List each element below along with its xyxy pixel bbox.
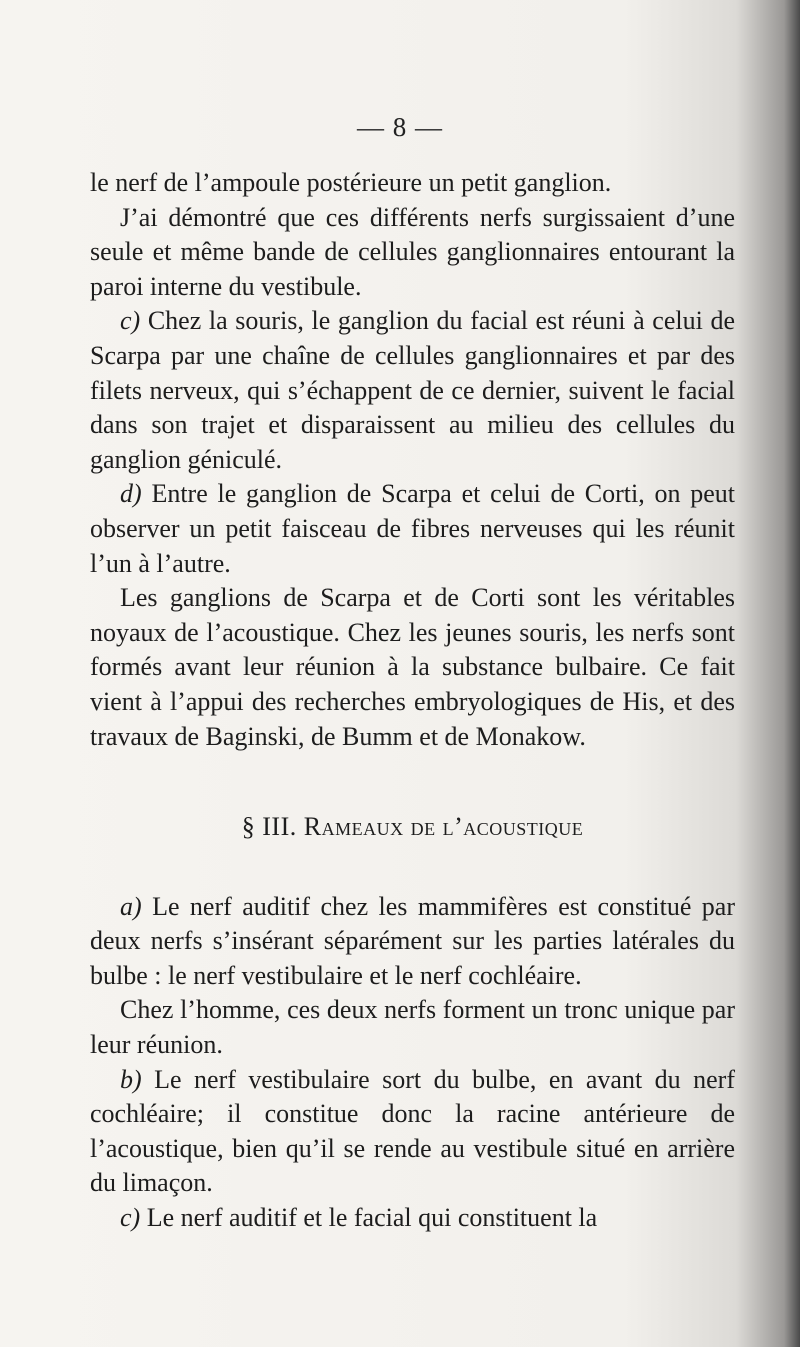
item-text: Le nerf auditif chez les mammifères est constitué par deux nerfs s’insérant séparément sur les parties latérales du bulbe : le nerf vestibulaire et le nerf cochléaire. (90, 891, 735, 990)
item-text: Le nerf vestibulaire sort du bulbe, en avant du nerf cochléaire; il constitue donc la racine antérieure de l’acoustique, bien qu’il se rende au vestibule situé en arrière du limaçon. (90, 1064, 735, 1198)
paragraph-item-d (90, 477, 735, 581)
paragraph-item-c (90, 304, 735, 477)
item-label: b) (120, 1064, 142, 1094)
paragraph-item-b (90, 1063, 735, 1201)
body-text (90, 166, 735, 1236)
item-label: a) (120, 891, 142, 921)
item-text: Chez la souris, le ganglion du facial est réuni à celui de Scarpa par une chaîne de cellules ganglionnaires et par des filets nerveux, qui s’échappent de ce dernier, suivent le facial dans son trajet et disparaissent au milieu des cellules du ganglion géniculé. (90, 306, 735, 474)
paragraph-item-c (90, 1201, 735, 1236)
paragraph: Les ganglions de Scarpa et de Corti sont les véritables noyaux de l’acoustique. Chez les jeunes souris, les nerfs sont formés avant leur réunion à la substance bulbaire. Ce fait vient à l’appui des recherches embryologiques de His, et des travaux de Baginski, de Bumm et de Monakow. (90, 583, 735, 751)
paragraph: J’ai démontré que ces différents nerfs surgissaient d’une seule et même bande de cellules ganglionnaires entourant la paroi interne du vestibule. (90, 202, 735, 301)
item-label: c) (120, 306, 141, 336)
paragraph: Chez l’homme, ces deux nerfs forment un tronc unique par leur réunion. (90, 995, 735, 1060)
page-number: — 8 — (357, 112, 443, 142)
item-label: c) (120, 1203, 141, 1233)
section-heading: § III. Rameaux de l’acoustique (241, 812, 584, 842)
item-label: d) (120, 479, 142, 509)
item-text: Entre le ganglion de Scarpa et celui de Corti, on peut observer un petit faisceau de fibres nerveuses qui les réunit l’un à l’autre. (90, 479, 735, 578)
paragraph-continuation: le nerf de l’ampoule postérieure un petit ganglion. (90, 168, 612, 197)
paragraph-item-a (90, 890, 735, 994)
item-text: Le nerf auditif et le facial qui constituent la (140, 1203, 598, 1233)
